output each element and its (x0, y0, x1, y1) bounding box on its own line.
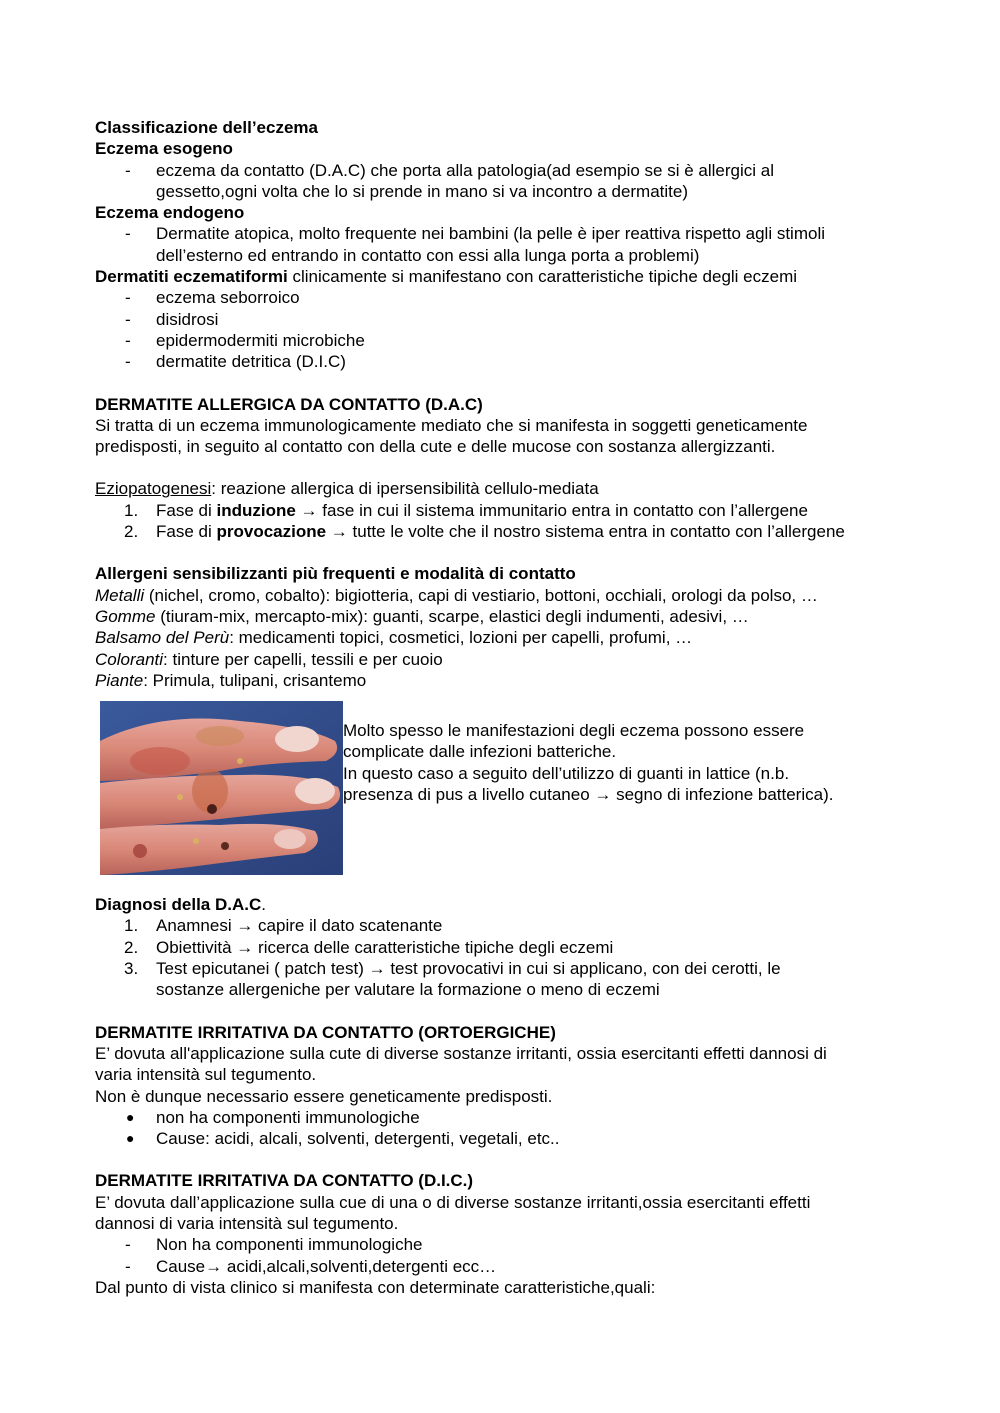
diagnosis-heading: Diagnosi della D.A.C (95, 895, 262, 915)
figure-caption (343, 720, 903, 805)
spacer (95, 1149, 915, 1170)
allergen-term: Coloranti (95, 649, 164, 669)
paragraph-line: E’ dovuta all'applicazione sulla cute di diverse sostanze irritanti, ossia esercitanti effetti dannosi di (95, 1043, 827, 1063)
item-text: non ha componenti immunologiche (156, 1107, 420, 1127)
ortoergic-heading: DERMATITE IRRITATIVA DA CONTATTO (ORTOERGICHE) (95, 1022, 556, 1042)
dash-marker: - (125, 330, 131, 350)
allergen-line (95, 670, 915, 691)
list-item (95, 958, 915, 1001)
dash-marker: - (125, 160, 131, 180)
allergen-text: (nichel, cromo, cobalto): bigiotteria, capi di vestiario, bottoni, occhiali, orologi da polso, … (144, 585, 818, 605)
item-text: eczema seborroico (156, 288, 300, 308)
allergen-term: Gomme (95, 606, 156, 626)
caption-line: Molto spesso le manifestazioni degli eczema possono essere (343, 721, 805, 741)
eczematiform-term: Dermatiti eczematiformi (95, 267, 288, 287)
paragraph-line: varia intensità sul tegumento. (95, 1065, 317, 1085)
allergen-term: Metalli (95, 585, 145, 605)
document-page (95, 117, 915, 1298)
number-marker: 2. (124, 522, 139, 542)
paragraph-line: Si tratta di un eczema immunologicamente mediato che si manifesta in soggetti geneticamente (95, 415, 808, 435)
allergen-line (95, 649, 915, 670)
etiopathogenesis-line (95, 478, 915, 499)
spacer (95, 542, 915, 563)
dic-heading: DERMATITE IRRITATIVA DA CONTATTO (D.I.C.) (95, 1171, 474, 1191)
dash-marker: - (125, 309, 131, 329)
etiopathogenesis-text: : reazione allergica di ipersensibilità cellulo-mediata (211, 479, 599, 499)
hand-illustration (100, 701, 343, 875)
number-marker: 1. (124, 500, 139, 520)
allergen-term: Piante (95, 670, 144, 690)
allergen-line (95, 606, 915, 627)
step-pre: Fase di (156, 522, 217, 542)
step-term: induzione (216, 500, 296, 520)
list-item (95, 937, 915, 958)
bullet-marker: ● (126, 1108, 135, 1125)
spacer (95, 373, 915, 394)
figure-block (95, 701, 915, 877)
eczema-hand-photo (100, 701, 343, 875)
item-line: Dermatite atopica, molto frequente nei bambini (la pelle è iper reattiva rispetto agli stimoli (156, 224, 825, 244)
diagnosis-heading-line (95, 894, 915, 915)
list-item (95, 330, 915, 351)
etiopathogenesis-label: Eziopatogenesi (95, 479, 212, 499)
dac-heading: DERMATITE ALLERGICA DA CONTATTO (D.A.C) (95, 394, 483, 414)
list-item (95, 309, 915, 330)
caption-line: complicate dalle infezioni batteriche. (343, 742, 617, 762)
item-line: Obiettività → ricerca delle caratteristiche tipiche degli eczemi (156, 937, 614, 957)
endogenous-heading: Eczema endogeno (95, 203, 245, 223)
allergen-line (95, 585, 915, 606)
allergen-text: (tiuram-mix, mercapto-mix): guanti, scarpe, elastici degli indumenti, adesivi, … (155, 606, 749, 626)
spacer (95, 877, 915, 894)
list-item (95, 915, 915, 936)
dash-marker: - (125, 224, 131, 244)
list-item (95, 351, 915, 372)
allergens-heading: Allergeni sensibilizzanti più frequenti e modalità di contatto (95, 564, 576, 584)
allergen-text: : medicamenti topici, cosmetici, lozioni per capelli, profumi, … (229, 628, 693, 648)
item-text: Cause→ acidi,alcali,solventi,detergenti ecc… (156, 1256, 497, 1276)
paragraph-line: Non è dunque necessario essere geneticamente predisposti. (95, 1086, 553, 1106)
item-text: disidrosi (156, 309, 219, 329)
dash-marker: - (125, 352, 131, 372)
step-term: provocazione (216, 522, 327, 542)
list-item (95, 1107, 915, 1128)
step-post: → tutte le volte che il nostro sistema entra in contatto con l’allergene (326, 522, 845, 542)
number-marker: 3. (124, 959, 139, 979)
list-item (95, 1256, 915, 1277)
paragraph-line: E’ dovuta dall’applicazione sulla cue di una o di diverse sostanze irritanti,ossia esercitanti effetti (95, 1192, 811, 1212)
classification-heading: Classificazione dell’eczema (95, 118, 318, 137)
list-item (95, 1128, 915, 1149)
item-text: dermatite detritica (D.I.C) (156, 352, 346, 372)
item-line: Anamnesi → capire il dato scatenante (156, 916, 443, 936)
caption-line: In questo caso a seguito dell’utilizzo di guanti in lattice (n.b. (343, 763, 790, 783)
allergen-line (95, 627, 915, 648)
bullet-marker: ● (126, 1130, 135, 1147)
dash-marker: - (125, 1256, 131, 1276)
list-item (95, 160, 915, 203)
item-line: eczema da contatto (D.A.C) che porta alla patologia(ad esempio se si è allergici al (156, 160, 774, 180)
item-text: epidermodermiti microbiche (156, 330, 365, 350)
step-pre: Fase di (156, 500, 217, 520)
paragraph-line: predisposti, in seguito al contatto con della cute e delle mucose con sostanza allergizzanti. (95, 437, 776, 457)
item-line: gessetto,ogni volta che lo si prende in mano si va incontro a dermatite) (156, 181, 689, 201)
allergen-text: : tinture per capelli, tessili e per cuoio (163, 649, 443, 669)
exogenous-heading: Eczema esogeno (95, 139, 233, 159)
eczematiform-text: clinicamente si manifestano con caratteristiche tipiche degli eczemi (287, 267, 798, 287)
allergen-term: Balsamo del Perù (95, 628, 230, 648)
dash-marker: - (125, 288, 131, 308)
eczematiform-paragraph (95, 266, 915, 287)
item-line: sostanze allergeniche per valutare la formazione o meno di eczemi (156, 980, 660, 1000)
spacer (95, 457, 915, 478)
item-text: Cause: acidi, alcali, solventi, detergenti, vegetali, etc.. (156, 1129, 560, 1149)
item-line: dell’esterno ed entrando in contatto con essi alla lunga porta a problemi) (156, 245, 700, 265)
list-item (95, 287, 915, 308)
item-line: Test epicutanei ( patch test) → test provocativi in cui si applicano, con dei cerotti, le (156, 959, 781, 979)
list-item (95, 521, 915, 542)
number-marker: 2. (124, 937, 139, 957)
heading-dot: . (261, 895, 266, 915)
spacer (95, 1001, 915, 1022)
allergen-text: : Primula, tulipani, crisantemo (143, 670, 367, 690)
item-text: Non ha componenti immunologiche (156, 1235, 423, 1255)
list-item (95, 500, 915, 521)
dash-marker: - (125, 1235, 131, 1255)
paragraph-line: Dal punto di vista clinico si manifesta con determinate caratteristiche,quali: (95, 1277, 656, 1297)
number-marker: 1. (124, 916, 139, 936)
list-item (95, 223, 915, 266)
step-post: → fase in cui il sistema immunitario entra in contatto con l’allergene (295, 500, 808, 520)
list-item (95, 1234, 915, 1255)
paragraph-line: dannosi di varia intensità sul tegumento. (95, 1213, 399, 1233)
caption-line: presenza di pus a livello cutaneo → segno di infezione batterica). (343, 785, 834, 805)
